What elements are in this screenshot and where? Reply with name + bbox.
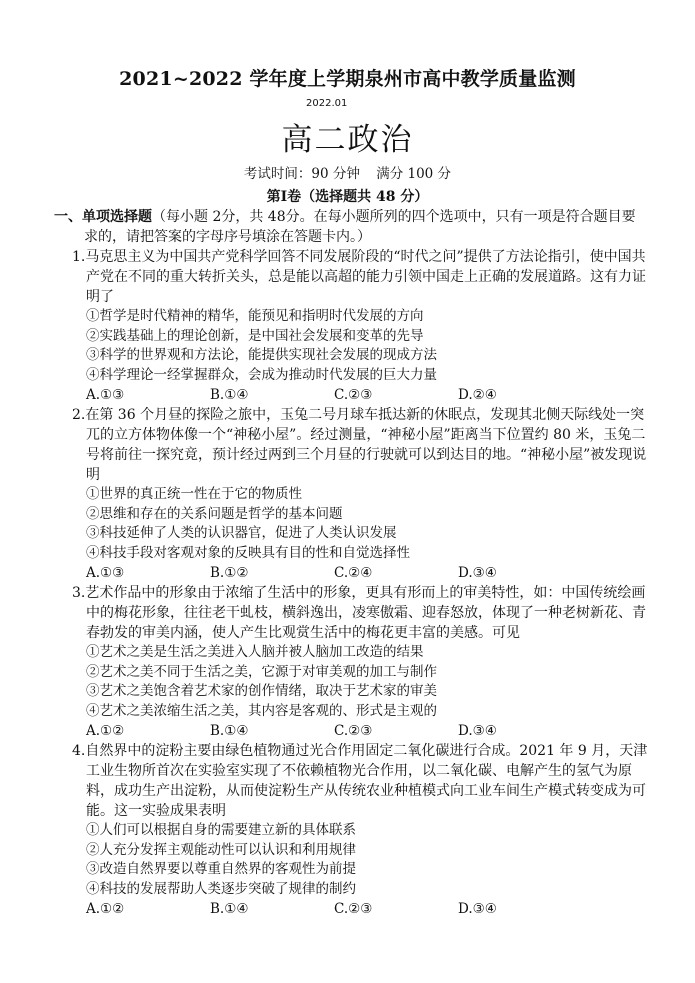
statement-1: ①世界的真正统一性在于它的物质性 bbox=[86, 486, 302, 502]
question-stem: 4.自然界中的淀粉主要由绿色植物通过光合作用固定二氧化碳进行合成。2021 年 9 月，天津工业生物所首次在实验室实现了不依赖植物光合作用，以二氧化碳、电解产生的氢气为原料，成功生产出淀粉，从而使淀粉生产从传统农业种植模式向工业车间生产模式转变成为可能。这一实验成果表明 bbox=[72, 743, 648, 819]
option-c: C.②③ bbox=[334, 723, 373, 739]
statement-1: ①人们可以根据自身的需要建立新的具体联系 bbox=[86, 822, 356, 838]
answer-options bbox=[72, 899, 648, 919]
statement-3: ③艺术之美饱含着艺术家的创作情绪，取决于艺术家的审美 bbox=[86, 683, 437, 699]
statement-4: ④科学理论一经掌握群众，会成为推动时代发展的巨大力量 bbox=[86, 366, 437, 383]
answer-options bbox=[72, 385, 648, 405]
option-d: D.③④ bbox=[458, 565, 497, 581]
statement-4: ④科技的发展帮助人类逐步突破了规律的制约 bbox=[86, 880, 356, 897]
section-heading: 第Ⅰ卷（选择题共 48 分） bbox=[266, 189, 429, 205]
part-instructions bbox=[54, 207, 644, 247]
question-1 bbox=[72, 247, 648, 405]
option-b: B.①④ bbox=[210, 901, 249, 917]
exam-title: 2021~2022 学年度上学期泉州市高中教学质量监测 bbox=[119, 68, 576, 90]
statement-1: ①哲学是时代精神的精华，能预见和指明时代发展的方向 bbox=[86, 308, 424, 324]
exam-date: 2022.01 bbox=[306, 98, 348, 109]
statement-2: ②实践基础上的理论创新，是中国社会发展和变革的先导 bbox=[86, 327, 424, 344]
answer-options bbox=[72, 721, 648, 741]
exam-time-info bbox=[0, 162, 695, 182]
answer-options bbox=[72, 563, 648, 583]
subject-title: 高二政治 bbox=[281, 122, 414, 158]
part-label: 一、单项选择题 bbox=[54, 209, 152, 225]
statement-4: ④科技手段对客观对象的反映具有目的性和自觉选择性 bbox=[86, 544, 410, 561]
part-instruction-text: （每小题 2分，共 48分。在每小题所列的四个选项中，只有一项是符合题目要求的，请把答案的字母序号填涂在答题卡内。） bbox=[84, 209, 636, 245]
statement-2: ②艺术之美不同于生活之美，它源于对审美观的加工与制作 bbox=[86, 663, 437, 680]
statement-3: ③改造自然界要以尊重自然界的客观性为前提 bbox=[86, 861, 356, 877]
full-score: 满分 100 分 bbox=[376, 166, 452, 182]
statement-2: ②人充分发挥主观能动性可以认识和利用规律 bbox=[86, 841, 356, 858]
option-a: A.①② bbox=[86, 723, 125, 739]
question-stem: 3.艺术作品中的形象由于浓缩了生活中的形象，更具有形而上的审美特性，如：中国传统绘画中的梅花形象，往往老干虬枝，横斜逸出，凌寒傲霜、迎春怒放，体现了一种老树新花、青春勃发的审美内涵，使人产生比观赏生活中的梅花更丰富的美感。可见 bbox=[72, 585, 646, 641]
statement-4: ④艺术之美浓缩生活之美，其内容是客观的、形式是主观的 bbox=[86, 702, 437, 719]
option-a: A.①③ bbox=[86, 387, 125, 403]
exam-time: 考试时间：90 分钟 bbox=[243, 166, 360, 182]
option-c: C.②④ bbox=[334, 565, 373, 581]
option-d: D.③④ bbox=[458, 723, 497, 739]
option-d: D.②④ bbox=[458, 387, 497, 403]
question-4 bbox=[72, 741, 648, 919]
option-b: B.①④ bbox=[210, 387, 249, 403]
statement-3: ③科学的世界观和方法论，能提供实现社会发展的现成方法 bbox=[86, 347, 437, 363]
statement-2: ②思维和存在的关系问题是哲学的基本问题 bbox=[86, 505, 343, 522]
option-a: A.①② bbox=[86, 901, 125, 917]
question-3 bbox=[72, 583, 648, 741]
question-stem: 1.马克思主义为中国共产党科学回答不同发展阶段的“时代之问”提供了方法论指引，使中国共产党在不同的重大转折关头，总是能以高超的能力引领中国走上正确的发展道路。这有力证明了 bbox=[72, 249, 646, 305]
statement-1: ①艺术之美是生活之美进入人脑并被人脑加工改造的结果 bbox=[86, 644, 424, 660]
option-d: D.③④ bbox=[458, 901, 497, 917]
question-2 bbox=[72, 405, 648, 583]
option-c: C.②③ bbox=[334, 387, 373, 403]
option-b: B.①② bbox=[210, 565, 249, 581]
option-a: A.①③ bbox=[86, 565, 125, 581]
option-c: C.②③ bbox=[334, 901, 373, 917]
question-stem: 2.在第 36 个月昼的探险之旅中，玉兔二号月球车抵达新的休眠点，发现其北侧天际线处一突兀的立方体物体像一个“神秘小屋”。经过测量，“神秘小屋”距离当下位置约 80 米，玉兔二号将前往一探究竟，预计经过两到三个月昼的行驶就可以到达目的地。“神秘小屋”被发现说明 bbox=[72, 407, 647, 483]
option-b: B.①④ bbox=[210, 723, 249, 739]
statement-3: ③科技延伸了人类的认识器官，促进了人类认识发展 bbox=[86, 525, 397, 541]
